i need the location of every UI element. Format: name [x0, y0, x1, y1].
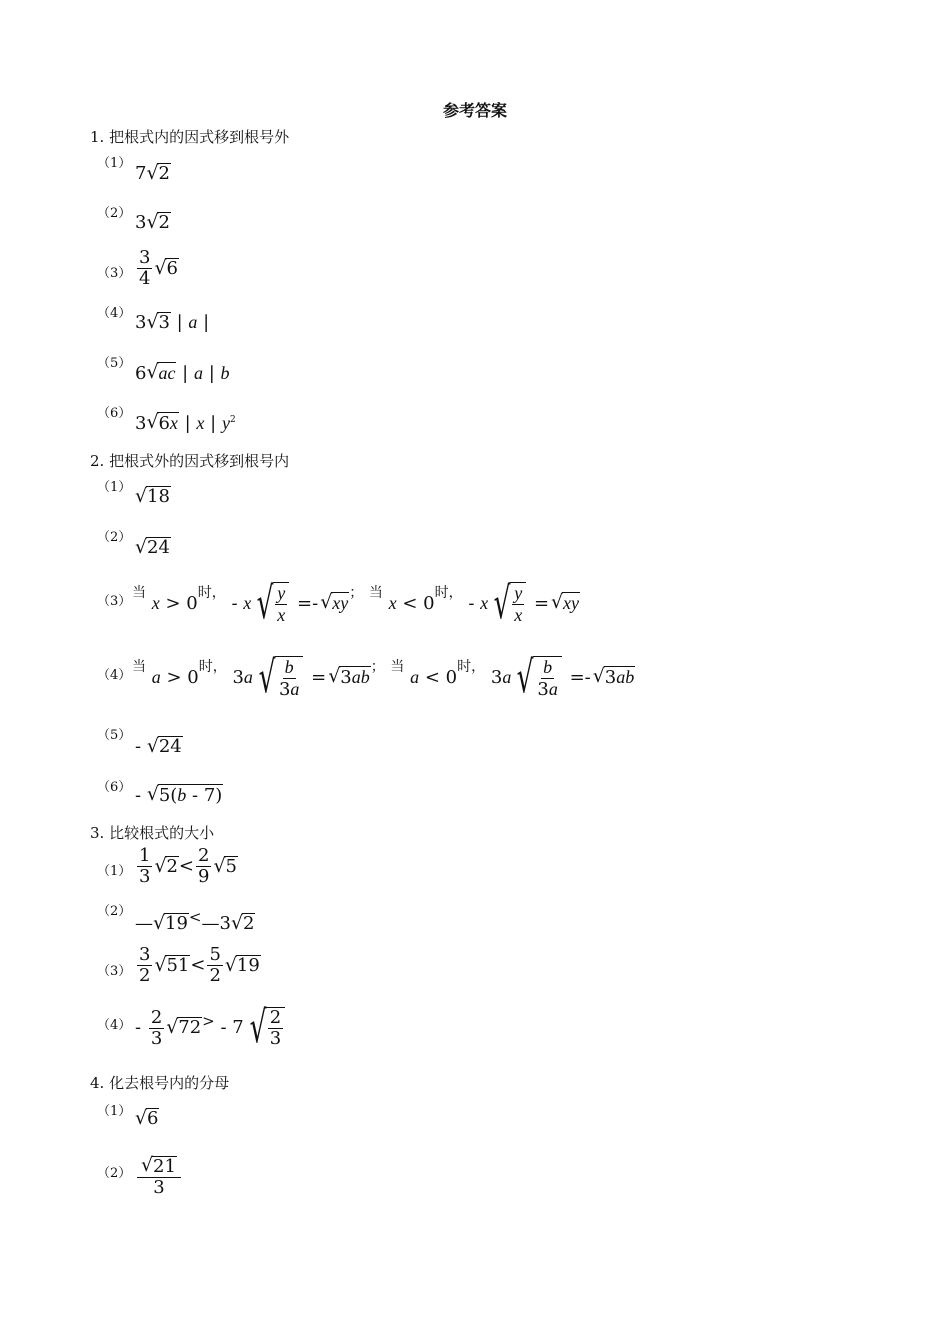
item-label: （3） [97, 594, 132, 609]
answer-1-3: $\frac{3}{4}$ √ 6 [135, 248, 179, 289]
item-label: （4） [97, 306, 132, 321]
section-1-heading: 1. 把根式内的因式移到根号外 [90, 128, 290, 146]
item-label: （2） [97, 1166, 132, 1181]
item-label: （3） [97, 964, 132, 979]
answer-3-2: —√ 19<—3√ 2 [135, 908, 255, 934]
answer-3-1: $\frac{1}{3}$ √ 2< $\frac{2}{9}$ √ 5 [135, 846, 238, 887]
item-label: （6） [97, 406, 132, 421]
answer-1-2: 3√ 2 [135, 212, 171, 233]
item-label: （5） [97, 728, 132, 743]
item-label: （5） [97, 356, 132, 371]
answer-1-4: 3√ 3 | a | [135, 312, 209, 333]
answer-4-2: √ $\frac{21}{3}$ [135, 1156, 183, 1198]
answer-2-1: √ 18 [135, 486, 171, 507]
item-label: （2） [97, 206, 132, 221]
item-label: （2） [97, 904, 132, 919]
answer-1-5: 6√ ac | a | b [135, 362, 229, 384]
item-label: （1） [97, 864, 132, 879]
section-2-heading: 2. 把根式外的因式移到根号内 [90, 452, 290, 470]
answer-4-1: √ 6 [135, 1108, 159, 1129]
item-label: （3） [97, 266, 132, 281]
answer-3-4: - $\frac{2}{3}$ √ 72> - 7 √ $\frac{2}{3}$ [135, 1006, 285, 1050]
section-4-heading: 4. 化去根号内的分母 [90, 1074, 230, 1092]
answer-1-6: 3√ 6x | x | $y^2$ [135, 412, 236, 434]
answer-1-1: 7√ 2 [135, 163, 171, 184]
item-label: （6） [97, 780, 132, 795]
item-label: （1） [97, 156, 132, 171]
item-label: （1） [97, 1104, 132, 1119]
answer-2-5: - √ 24 [135, 736, 183, 757]
answer-3-3: $\frac{3}{2}$ √ 51< $\frac{5}{2}$ √ 19 [135, 945, 261, 986]
answer-2-2: √ 24 [135, 537, 171, 558]
item-label: （1） [97, 480, 132, 495]
section-3-heading: 3. 比较根式的大小 [90, 824, 215, 842]
answer-2-4: $^当$ $a > 0^{时,}$ 3a √ $\frac{b}{3a}$ =√ 3ab； $^当$ $a < 0^{时,}$ 3a √ $\frac{b}{3a}$ =-√ 3ab [132, 656, 635, 700]
answer-2-3: $^当$ $x > 0^{时,} - x$ √ $\frac{y}{x}$ =-√ xy； $^当$ $x < 0^{时,} - x$ √ $\frac{y}{x}$ =√ xy [132, 582, 580, 626]
item-label: （2） [97, 530, 132, 545]
answer-2-6: - √ 5(b - 7) [135, 784, 223, 806]
page-title: 参考答案 [442, 101, 507, 120]
item-label: （4） [97, 668, 132, 683]
item-label: （4） [97, 1018, 132, 1033]
